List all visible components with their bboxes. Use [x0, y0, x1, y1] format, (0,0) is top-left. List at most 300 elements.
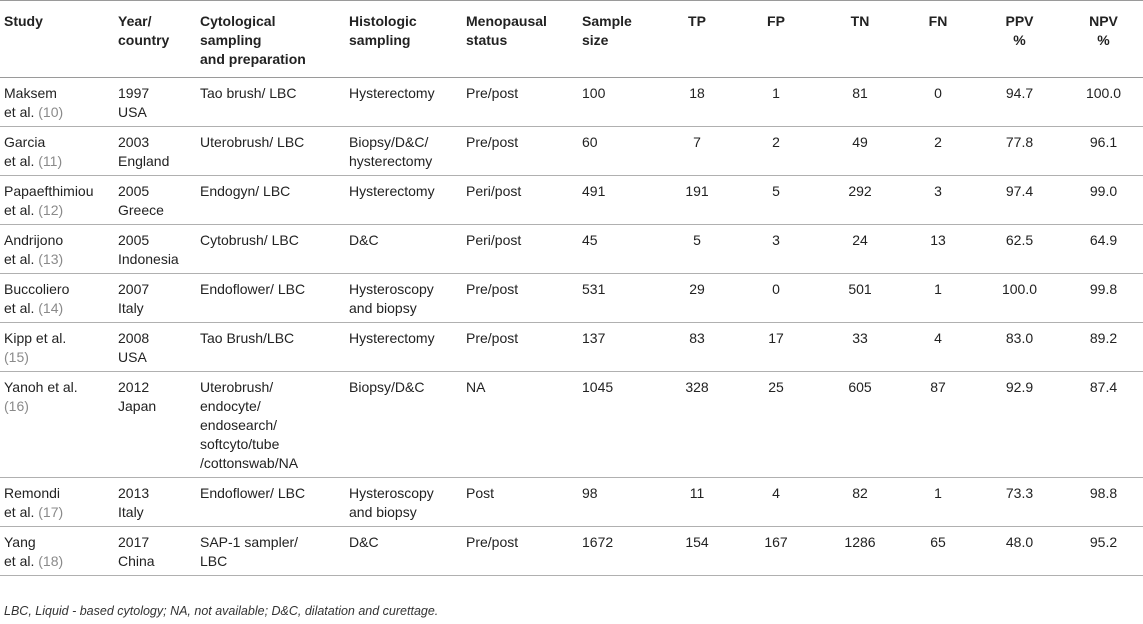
cytological-line: softcyto/tube	[200, 436, 280, 452]
fp-cell	[733, 527, 819, 576]
column-header-line: PPV	[1005, 13, 1034, 29]
fn-cell	[901, 176, 975, 225]
country: Japan	[118, 398, 157, 414]
column-header-line: Study	[4, 13, 43, 29]
year-country-cell	[114, 225, 196, 274]
tn-cell	[819, 176, 901, 225]
npv-cell	[1064, 527, 1143, 576]
histologic-line: Hysteroscopy	[349, 485, 434, 501]
npv-value: 96.1	[1089, 134, 1118, 150]
column-header-line: NPV	[1089, 13, 1118, 29]
year: 2008	[118, 330, 150, 346]
column-header-line: FN	[928, 13, 948, 29]
country: Indonesia	[118, 251, 179, 267]
column-header	[733, 1, 819, 78]
fn-value: 1	[934, 281, 942, 297]
ppv-cell	[975, 176, 1064, 225]
cytological-cell	[196, 323, 345, 372]
sample-size-cell	[578, 274, 661, 323]
menopausal-status: Pre/post	[466, 330, 519, 346]
table-row	[0, 478, 1143, 527]
tp-value: 191	[685, 183, 709, 199]
ppv-value: 100.0	[1001, 281, 1038, 297]
npv-cell	[1064, 176, 1143, 225]
sample-size-cell	[578, 225, 661, 274]
study-cell	[0, 323, 114, 372]
table-header	[0, 1, 1143, 78]
fn-cell	[901, 478, 975, 527]
fn-cell	[901, 323, 975, 372]
year-country-cell	[114, 127, 196, 176]
ppv-cell	[975, 225, 1064, 274]
table-footnote: LBC, Liquid - based cytology; NA, not available; D&C, dilatation and curettage.	[4, 604, 439, 618]
study-name-line: Yang	[4, 534, 36, 550]
cytological-cell	[196, 527, 345, 576]
ppv-value: 77.8	[1005, 134, 1034, 150]
cytological-cell	[196, 176, 345, 225]
tp-value: 7	[693, 134, 701, 150]
sample-size-cell	[578, 176, 661, 225]
ppv-value: 73.3	[1005, 485, 1034, 501]
ppv-value: 92.9	[1005, 379, 1034, 395]
sample-size: 60	[582, 134, 598, 150]
fn-cell	[901, 372, 975, 478]
study-citation-line	[4, 152, 110, 171]
column-header-line: Cytological	[200, 13, 276, 29]
fp-cell	[733, 127, 819, 176]
study-citation-line	[4, 348, 110, 367]
tn-cell	[819, 225, 901, 274]
fp-value: 2	[772, 134, 780, 150]
column-header	[1064, 1, 1143, 78]
reference-link: (12)	[38, 202, 64, 218]
study-name-line: Maksem	[4, 85, 57, 101]
column-header-line: TN	[850, 13, 870, 29]
study-cell	[0, 274, 114, 323]
table-row	[0, 323, 1143, 372]
tn-value: 1286	[844, 534, 876, 550]
menopausal-status: Pre/post	[466, 534, 519, 550]
reference-link: (11)	[38, 153, 63, 169]
ppv-cell	[975, 478, 1064, 527]
tn-cell	[819, 127, 901, 176]
menopausal-cell	[462, 527, 578, 576]
study-citation-line	[4, 103, 110, 122]
ppv-value: 62.5	[1005, 232, 1034, 248]
tn-cell	[819, 274, 901, 323]
sample-size: 491	[582, 183, 606, 199]
cytological-line: Uterobrush/	[200, 379, 274, 395]
table-row	[0, 127, 1143, 176]
table-body	[0, 78, 1143, 576]
ppv-cell	[975, 274, 1064, 323]
histologic-cell	[345, 78, 462, 127]
study-name-line: Andrijono	[4, 232, 64, 248]
tn-value: 605	[848, 379, 872, 395]
sample-size: 98	[582, 485, 598, 501]
fp-cell	[733, 225, 819, 274]
fn-cell	[901, 225, 975, 274]
study-name-line: Yanoh et al.	[4, 379, 78, 395]
menopausal-cell	[462, 372, 578, 478]
sample-size-cell	[578, 372, 661, 478]
fp-value: 4	[772, 485, 780, 501]
fp-value: 17	[768, 330, 784, 346]
menopausal-status: NA	[466, 379, 486, 395]
tn-cell	[819, 372, 901, 478]
study-name-line: et al.	[4, 153, 39, 169]
cytological-line: /cottonswab/NA	[200, 455, 299, 471]
menopausal-status: Post	[466, 485, 495, 501]
histologic-cell	[345, 225, 462, 274]
tn-value: 33	[852, 330, 868, 346]
cytological-cell	[196, 372, 345, 478]
column-header-line: Menopausal	[466, 13, 547, 29]
npv-cell	[1064, 372, 1143, 478]
column-header	[819, 1, 901, 78]
sample-size: 45	[582, 232, 598, 248]
year-country-cell	[114, 372, 196, 478]
study-cell	[0, 225, 114, 274]
cytological-line: Endoflower/ LBC	[200, 281, 306, 297]
cytological-line: Endogyn/ LBC	[200, 183, 291, 199]
tn-value: 292	[848, 183, 872, 199]
fn-value: 3	[934, 183, 942, 199]
ppv-value: 48.0	[1005, 534, 1034, 550]
study-cell	[0, 176, 114, 225]
column-header-line: sampling	[200, 32, 262, 48]
study-citation-line	[4, 503, 110, 522]
cytological-line: LBC	[200, 553, 228, 569]
fp-value: 5	[772, 183, 780, 199]
histologic-line: Biopsy/D&C	[349, 379, 425, 395]
ppv-cell	[975, 78, 1064, 127]
table-row	[0, 527, 1143, 576]
study-name-line: et al.	[4, 504, 39, 520]
study-name-line: et al.	[4, 202, 39, 218]
sample-size-cell	[578, 127, 661, 176]
year-country-cell	[114, 478, 196, 527]
histologic-cell	[345, 478, 462, 527]
column-header-line: status	[466, 32, 508, 48]
npv-value: 98.8	[1089, 485, 1118, 501]
npv-cell	[1064, 323, 1143, 372]
menopausal-cell	[462, 176, 578, 225]
column-header	[0, 1, 114, 78]
column-header	[114, 1, 196, 78]
sample-size: 531	[582, 281, 606, 297]
year: 1997	[118, 85, 150, 101]
tn-cell	[819, 323, 901, 372]
cytological-line: Tao Brush/LBC	[200, 330, 295, 346]
menopausal-status: Pre/post	[466, 85, 519, 101]
column-header	[975, 1, 1064, 78]
menopausal-cell	[462, 323, 578, 372]
menopausal-cell	[462, 274, 578, 323]
fn-cell	[901, 127, 975, 176]
fp-cell	[733, 274, 819, 323]
fp-cell	[733, 176, 819, 225]
study-name-line: Buccoliero	[4, 281, 70, 297]
study-name-line: et al.	[4, 104, 39, 120]
tp-cell	[661, 176, 733, 225]
sample-size-cell	[578, 323, 661, 372]
column-header-line: and preparation	[200, 51, 306, 67]
fp-cell	[733, 323, 819, 372]
cytological-cell	[196, 478, 345, 527]
country: Italy	[118, 504, 144, 520]
fp-cell	[733, 478, 819, 527]
ppv-value: 97.4	[1005, 183, 1034, 199]
table-row	[0, 372, 1143, 478]
sample-size-cell	[578, 78, 661, 127]
sample-size: 1045	[582, 379, 614, 395]
histologic-line: D&C	[349, 232, 379, 248]
ppv-cell	[975, 323, 1064, 372]
tp-cell	[661, 323, 733, 372]
country: Italy	[118, 300, 144, 316]
ppv-cell	[975, 127, 1064, 176]
study-name-line: et al.	[4, 251, 39, 267]
column-header	[345, 1, 462, 78]
study-cell	[0, 78, 114, 127]
study-citation-line	[4, 552, 110, 571]
menopausal-status: Pre/post	[466, 281, 519, 297]
ppv-value: 94.7	[1005, 85, 1034, 101]
fn-value: 1	[934, 485, 942, 501]
reference-link: (17)	[38, 504, 64, 520]
sample-size-cell	[578, 527, 661, 576]
histologic-cell	[345, 176, 462, 225]
reference-link: (18)	[38, 553, 64, 569]
study-name-line: Kipp et al.	[4, 330, 67, 346]
study-name-line: Remondi	[4, 485, 61, 501]
tp-cell	[661, 372, 733, 478]
tn-value: 49	[852, 134, 868, 150]
sample-size: 1672	[582, 534, 614, 550]
npv-cell	[1064, 127, 1143, 176]
fp-value: 167	[764, 534, 788, 550]
tp-value: 5	[693, 232, 701, 248]
npv-cell	[1064, 78, 1143, 127]
study-cell	[0, 372, 114, 478]
tp-value: 18	[689, 85, 705, 101]
fn-value: 87	[930, 379, 946, 395]
column-header-line: %	[1013, 32, 1026, 48]
histologic-line: Hysterectomy	[349, 330, 435, 346]
column-header	[462, 1, 578, 78]
tp-cell	[661, 478, 733, 527]
column-header	[901, 1, 975, 78]
tp-cell	[661, 225, 733, 274]
table-row	[0, 78, 1143, 127]
fp-value: 3	[772, 232, 780, 248]
study-citation-line	[4, 397, 110, 416]
table-row	[0, 274, 1143, 323]
tn-value: 501	[848, 281, 872, 297]
country: England	[118, 153, 170, 169]
study-cell	[0, 527, 114, 576]
npv-value: 95.2	[1089, 534, 1118, 550]
reference-link: (16)	[4, 398, 29, 414]
menopausal-cell	[462, 225, 578, 274]
npv-value: 87.4	[1089, 379, 1118, 395]
npv-value: 99.8	[1089, 281, 1118, 297]
histologic-cell	[345, 527, 462, 576]
histologic-cell	[345, 372, 462, 478]
tp-value: 11	[689, 485, 705, 501]
ppv-cell	[975, 527, 1064, 576]
fn-value: 4	[934, 330, 942, 346]
histologic-line: D&C	[349, 534, 379, 550]
cytological-line: Tao brush/ LBC	[200, 85, 297, 101]
reference-link: (14)	[38, 300, 64, 316]
menopausal-cell	[462, 127, 578, 176]
tp-cell	[661, 274, 733, 323]
year: 2005	[118, 232, 150, 248]
year-country-cell	[114, 176, 196, 225]
histologic-line: Biopsy/D&C/	[349, 134, 429, 150]
study-citation-line	[4, 299, 110, 318]
study-name-line: et al.	[4, 300, 39, 316]
npv-value: 100.0	[1085, 85, 1122, 101]
histologic-line: Hysteroscopy	[349, 281, 434, 297]
country: USA	[118, 104, 147, 120]
country: China	[118, 553, 155, 569]
fn-cell	[901, 274, 975, 323]
year: 2007	[118, 281, 150, 297]
reference-link: (13)	[38, 251, 64, 267]
fn-cell	[901, 78, 975, 127]
histologic-cell	[345, 274, 462, 323]
year-country-cell	[114, 323, 196, 372]
column-header-line: sampling	[349, 32, 411, 48]
menopausal-cell	[462, 78, 578, 127]
table-row	[0, 176, 1143, 225]
column-header-line: Histologic	[349, 13, 417, 29]
column-header	[578, 1, 661, 78]
year: 2013	[118, 485, 150, 501]
sample-size-cell	[578, 478, 661, 527]
year-country-cell	[114, 527, 196, 576]
tn-value: 24	[852, 232, 868, 248]
npv-cell	[1064, 274, 1143, 323]
histologic-line: Hysterectomy	[349, 85, 435, 101]
npv-value: 64.9	[1089, 232, 1118, 248]
sample-size: 100	[582, 85, 606, 101]
ppv-cell	[975, 372, 1064, 478]
cytological-line: Cytobrush/ LBC	[200, 232, 299, 248]
tn-cell	[819, 527, 901, 576]
tn-value: 82	[852, 485, 868, 501]
menopausal-cell	[462, 478, 578, 527]
cytological-cell	[196, 274, 345, 323]
fp-cell	[733, 372, 819, 478]
year-country-cell	[114, 274, 196, 323]
year: 2005	[118, 183, 150, 199]
year: 2017	[118, 534, 150, 550]
histologic-cell	[345, 323, 462, 372]
fp-value: 25	[768, 379, 784, 395]
study-name-line: Garcia	[4, 134, 46, 150]
menopausal-status: Peri/post	[466, 183, 522, 199]
tn-value: 81	[852, 85, 868, 101]
npv-value: 89.2	[1089, 330, 1118, 346]
tp-value: 29	[689, 281, 705, 297]
reference-link: (15)	[4, 349, 29, 365]
npv-cell	[1064, 225, 1143, 274]
npv-cell	[1064, 478, 1143, 527]
study-citation-line	[4, 250, 110, 269]
tn-cell	[819, 478, 901, 527]
cytological-line: Endoflower/ LBC	[200, 485, 306, 501]
fp-value: 0	[772, 281, 780, 297]
column-header	[661, 1, 733, 78]
country: USA	[118, 349, 147, 365]
ppv-value: 83.0	[1005, 330, 1034, 346]
year: 2012	[118, 379, 150, 395]
npv-value: 99.0	[1089, 183, 1118, 199]
column-header-line: size	[582, 32, 609, 48]
fn-value: 65	[930, 534, 946, 550]
year-country-cell	[114, 78, 196, 127]
tn-cell	[819, 78, 901, 127]
cytological-cell	[196, 127, 345, 176]
menopausal-status: Peri/post	[466, 232, 522, 248]
fn-value: 0	[934, 85, 942, 101]
histologic-cell	[345, 127, 462, 176]
fn-value: 2	[934, 134, 942, 150]
tp-value: 83	[689, 330, 705, 346]
histologic-line: and biopsy	[349, 504, 417, 520]
column-header	[196, 1, 345, 78]
year: 2003	[118, 134, 150, 150]
menopausal-status: Pre/post	[466, 134, 519, 150]
column-header-line: %	[1097, 32, 1110, 48]
study-name-line: et al.	[4, 553, 39, 569]
cytological-line: SAP-1 sampler/	[200, 534, 299, 550]
cytological-cell	[196, 225, 345, 274]
column-header-line: FP	[767, 13, 785, 29]
study-cell	[0, 478, 114, 527]
cytological-line: endocyte/	[200, 398, 261, 414]
sample-size: 137	[582, 330, 606, 346]
histologic-line: Hysterectomy	[349, 183, 435, 199]
study-citation-line	[4, 201, 110, 220]
header-row	[0, 1, 1143, 78]
fn-cell	[901, 527, 975, 576]
column-header-line: Year/	[118, 13, 152, 29]
study-name-line: Papaefthimiou	[4, 183, 94, 199]
reference-link: (10)	[38, 104, 64, 120]
column-header-line: country	[118, 32, 170, 48]
tp-cell	[661, 527, 733, 576]
histologic-line: hysterectomy	[349, 153, 433, 169]
tp-cell	[661, 127, 733, 176]
fp-cell	[733, 78, 819, 127]
tp-cell	[661, 78, 733, 127]
study-cell	[0, 127, 114, 176]
country: Greece	[118, 202, 164, 218]
fn-value: 13	[930, 232, 946, 248]
column-header-line: TP	[688, 13, 706, 29]
table-row	[0, 225, 1143, 274]
fp-value: 1	[772, 85, 780, 101]
column-header-line: Sample	[582, 13, 632, 29]
histologic-line: and biopsy	[349, 300, 417, 316]
cytological-line: Uterobrush/ LBC	[200, 134, 305, 150]
cytological-cell	[196, 78, 345, 127]
